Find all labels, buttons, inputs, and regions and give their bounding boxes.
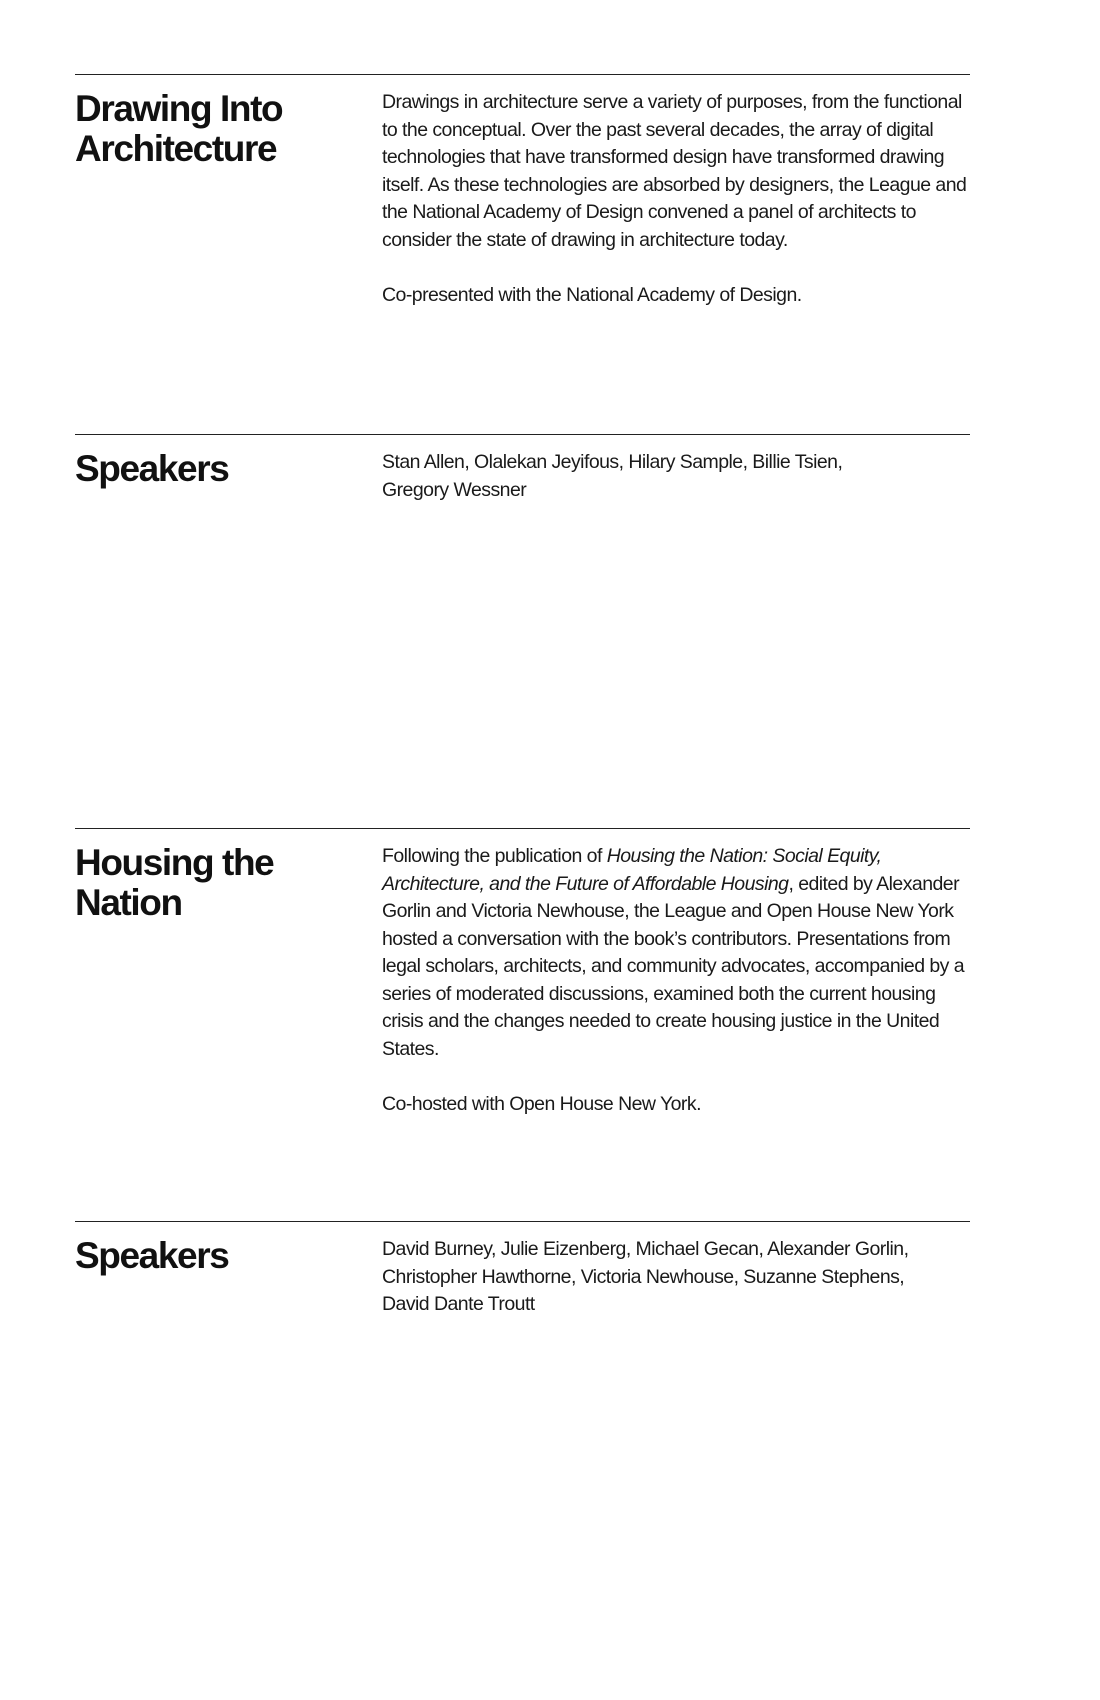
co-presented-note: Co-presented with the National Academy of Design. [382, 283, 802, 306]
title-line: Housing the [75, 842, 274, 883]
section-title [75, 89, 375, 169]
speakers-line: Stan Allen, Olalekan Jeyifous, Hilary Sample, Billie Tsien, [382, 451, 843, 473]
description-paragraph [382, 843, 972, 1063]
section-drawing-into-architecture [75, 74, 970, 306]
section-housing-the-nation [75, 828, 970, 1115]
title-line: Speakers [75, 1235, 229, 1276]
co-hosted-note: Co-hosted with Open House New York. [382, 1092, 701, 1115]
section-description [382, 89, 972, 309]
description-paragraph: Drawings in architecture serve a variety of purposes, from the functional to the conceptual. Over the past several decades, the array of digital technologies that have transformed design have transformed drawing itself. As these technologies are absorbed by designers, the League and the National Academy of Design convened a panel of architects to consider the state of drawing in architecture today. [382, 91, 967, 251]
book-title: Housing the Nation: Social Equity, Architecture, and the Future of Affordable Housing [382, 845, 882, 895]
description-continuation: , edited by Alexander Gorlin and Victoria Newhouse, the League and Open House New York hosted a conversation with the book’s contributors. Presentations from legal scholars, architects, and community advocates, accompanied by a series of moderated discussions, examined both the current housing crisis and the changes needed to create housing justice in the United States. [382, 872, 965, 1060]
title-line: Nation [75, 882, 182, 923]
section-title [75, 449, 375, 489]
intro-text: Following the publication of [382, 845, 607, 867]
speakers-line: Christopher Hawthorne, Victoria Newhouse, Suzanne Stephens, [382, 1265, 905, 1288]
speakers-line: David Burney, Julie Eizenberg, Michael Gecan, Alexander Gorlin, [382, 1238, 909, 1260]
title-line: Speakers [75, 448, 229, 489]
section-description [382, 843, 972, 1118]
speakers-list [382, 1236, 972, 1319]
section-speakers-housing [75, 1221, 970, 1315]
title-line: Drawing Into [75, 88, 283, 129]
section-title [75, 1236, 375, 1276]
speakers-line: David Dante Troutt [382, 1293, 535, 1315]
section-speakers-drawing [75, 434, 970, 501]
speakers-line: Gregory Wessner [382, 478, 527, 501]
section-title [75, 843, 375, 923]
title-line: Architecture [75, 128, 277, 169]
speakers-list [382, 449, 972, 504]
